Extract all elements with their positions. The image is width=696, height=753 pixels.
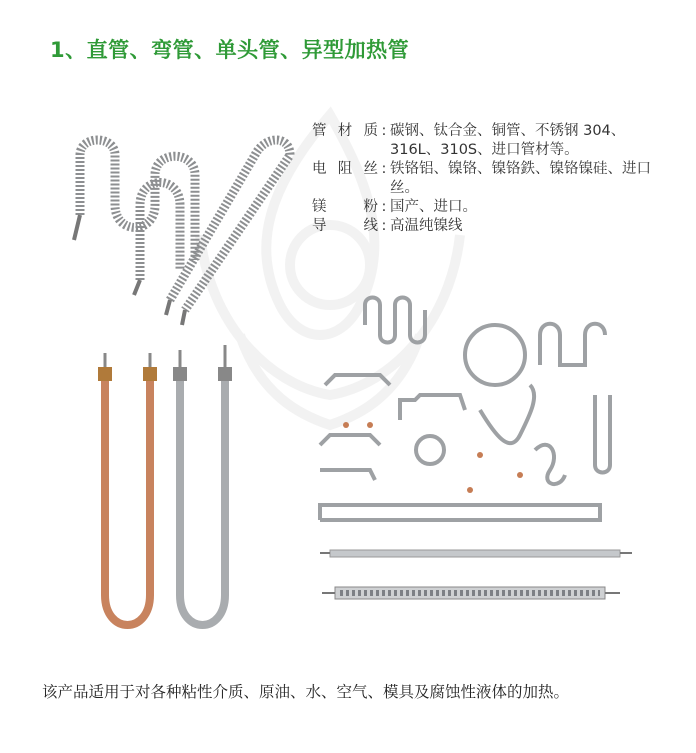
spec-value: 高温纯镍线 (390, 218, 463, 234)
section-title: 1、直管、弯管、单头管、异型加热管 (50, 38, 410, 62)
spec-row-tube-material (312, 122, 672, 160)
spec-label: 导 线 (312, 218, 378, 234)
spec-value: 碳钢、钛合金、铜管、不锈钢 304、316L、310S、进口管材等。 (390, 123, 626, 158)
spec-list (312, 122, 672, 236)
spec-value: 铁铬铝、镍铬、镍铬鉄、镍铬镍硅、进口丝。 (390, 161, 651, 196)
spec-row-magnesium-powder (312, 198, 672, 217)
spec-colon: : (381, 123, 387, 139)
spec-row-resistance-wire (312, 160, 672, 198)
finned-coil-heaters (80, 140, 290, 310)
spec-colon: : (381, 199, 387, 215)
spec-value: 国产、进口。 (390, 199, 477, 215)
coil-terminals (74, 215, 185, 325)
spec-colon: : (381, 218, 387, 234)
copper-u-tube (98, 353, 157, 625)
spec-label: 镁 粉 (312, 199, 378, 215)
spec-colon: : (381, 161, 387, 177)
spec-label: 电阻丝 (312, 161, 378, 177)
footer-description: 该产品适用于对各种粘性介质、原油、水、空气、模具及腐蚀性液体的加热。 (42, 683, 570, 701)
straight-tubes (320, 550, 632, 599)
spec-row-lead-wire (312, 217, 672, 236)
spec-label: 管材质 (312, 123, 378, 139)
steel-u-tube (173, 345, 232, 625)
